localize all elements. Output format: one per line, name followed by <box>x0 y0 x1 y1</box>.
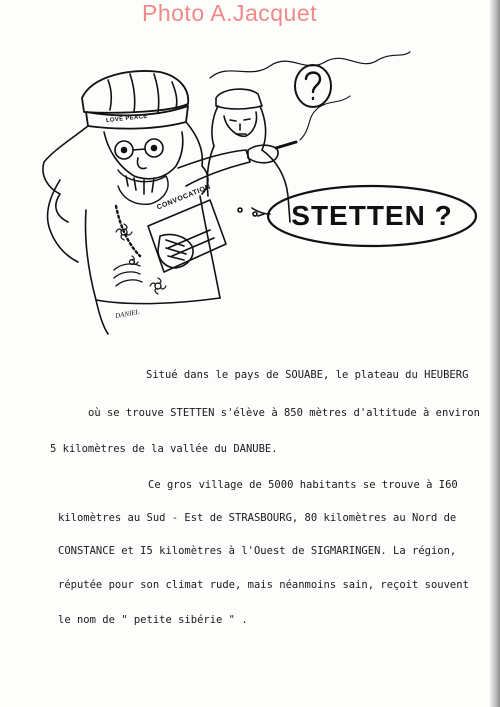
paragraph-1-line-3: 5 kilomètres de la vallée du DANUBE. <box>50 443 278 455</box>
paragraph-2-line-3: CONSTANCE et I5 kilomètres à l'Ouest de SIGMARINGEN. La région, <box>58 545 457 557</box>
flower-icon <box>116 224 166 294</box>
speech-bubble-text: STETTEN ? <box>291 200 453 231</box>
page-edge-shadow <box>490 0 500 707</box>
paragraph-2-line-5: le nom de " petite sibérie " . <box>58 614 248 626</box>
artist-signature: DANIEL <box>114 307 141 321</box>
paragraph-2-line-4: réputée pour son climat rude, mais néanmoins sain, reçoit souvent <box>58 579 469 591</box>
paragraph-2-line-2: kilomètres au Sud - Est de STRASBOURG, 80 kilomètres au Nord de <box>58 512 457 524</box>
watermark: Photo A.Jacquet <box>142 0 318 26</box>
paragraph-1-line-2: où se trouve STETTEN s'élève à 850 mètres d'altitude à environ <box>88 407 480 419</box>
question-mark-icon <box>306 73 320 99</box>
paragraph-2-line-1: Ce gros village de 5000 habitants se trouve à I60 <box>148 479 458 491</box>
hatband-text: LOVE PEACE <box>105 113 148 125</box>
thought-bubble <box>295 65 331 107</box>
paper-label: CONVOCATION <box>156 183 212 212</box>
cartoon-illustration <box>0 0 490 345</box>
paragraph-1-line-1: Situé dans le pays de SOUABE, le plateau du HEUBERG <box>146 369 469 381</box>
